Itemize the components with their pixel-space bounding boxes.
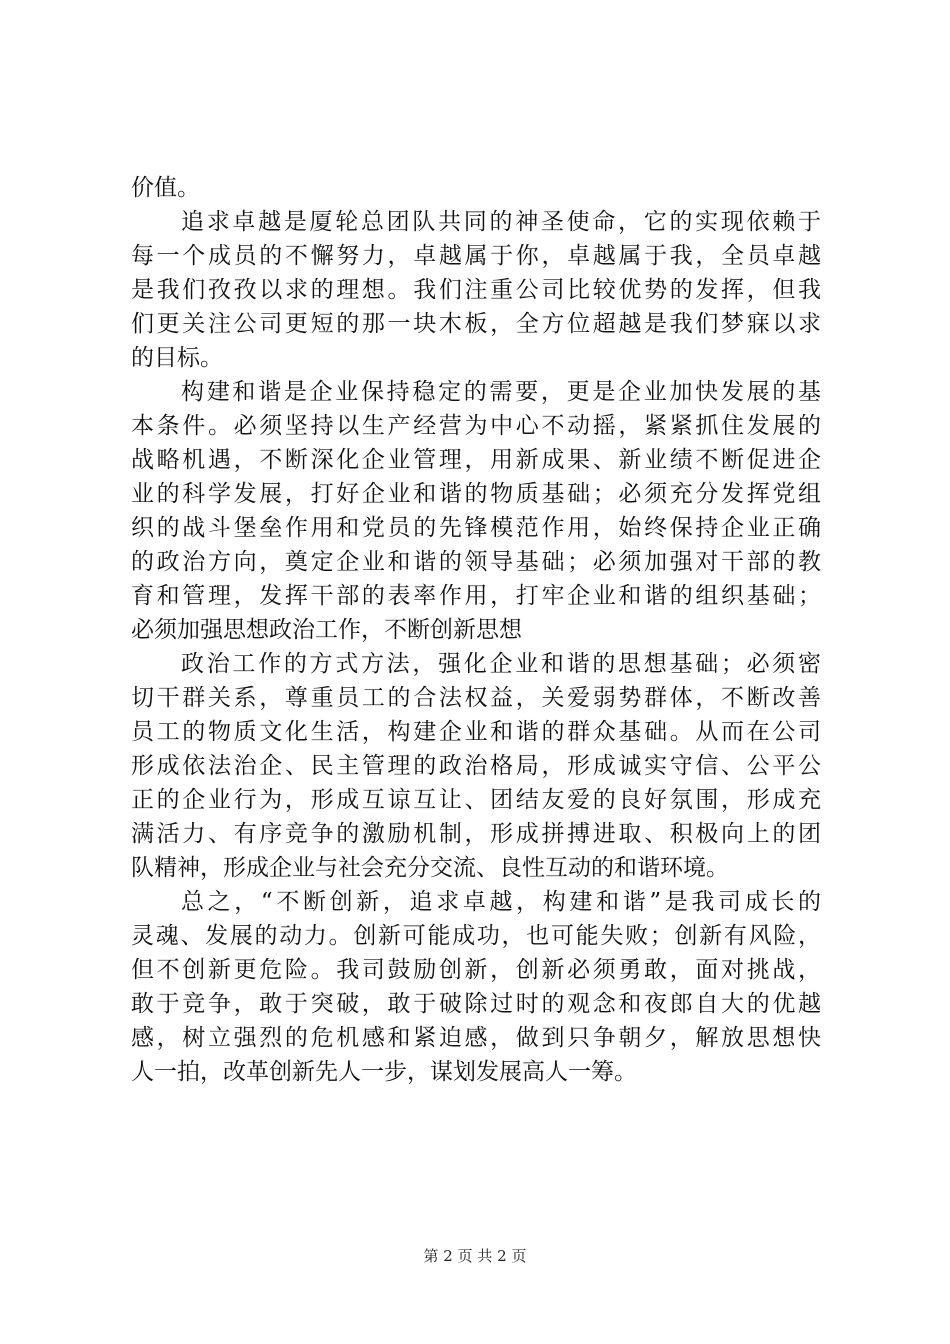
text-line: 本条件。必须坚持以生产经营为中心不动摇，紧紧抓住发展的 [131,413,821,439]
text-line: 织的战斗堡垒作用和党员的先锋模范作用，始终保持企业正确 [131,515,821,541]
text-line: 的政治方向，奠定企业和谐的领导基础；必须加强对干部的教 [131,549,821,575]
text-line: 切干群关系，尊重员工的合法权益，关爱弱势群体，不断改善 [131,685,821,711]
text-line: 们更关注公司更短的那一块木板，全方位超越是我们梦寐以求 [131,311,821,337]
text-line: 正的企业行为，形成互谅互让、团结友爱的良好氛围，形成充 [131,787,821,813]
text-line: 必须加强思想政治工作，不断创新思想 [131,617,522,643]
text-line: 感，树立强烈的危机感和紧迫感，做到只争朝夕，解放思想快 [131,1025,821,1051]
text-line: 是我们孜孜以求的理想。我们注重公司比较优势的发挥，但我 [131,277,821,303]
text-line: 每一个成员的不懈努力，卓越属于你，卓越属于我，全员卓越 [131,243,821,269]
page-footer: 第 2 页 共 2 页 [423,1247,527,1265]
text-line: 追求卓越是厦轮总团队共同的神圣使命，它的实现依赖于 [181,209,821,235]
document-body [131,171,821,1089]
text-line: 人一拍，改革创新先人一步，谋划发展高人一筹。 [131,1059,637,1085]
text-line: 员工的物质文化生活，构建企业和谐的群众基础。从而在公司 [131,719,821,745]
text-line: 但不创新更危险。我司鼓励创新，创新必须勇敢，面对挑战， [131,957,821,983]
text-line: 满活力、有序竞争的激励机制，形成拼搏进取、积极向上的团 [131,821,821,847]
text-line: 业的科学发展，打好企业和谐的物质基础；必须充分发挥党组 [131,481,821,507]
text-line: 价值。 [131,175,200,201]
text-line: 构建和谐是企业保持稳定的需要，更是企业加快发展的基 [181,379,821,405]
text-line: 敢于竞争，敢于突破，敢于破除过时的观念和夜郎自大的优越 [131,991,821,1017]
text-line: 育和管理，发挥干部的表率作用，打牢企业和谐的组织基础； [131,583,821,609]
text-line: 灵魂、发展的动力。创新可能成功，也可能失败；创新有风险， [131,923,821,949]
text-line: 总之，“不断创新，追求卓越，构建和谐”是我司成长的 [181,889,821,915]
text-line: 形成依法治企、民主管理的政治格局，形成诚实守信、公平公 [131,753,821,779]
text-line: 的目标。 [131,345,223,371]
text-line: 队精神，形成企业与社会充分交流、良性互动的和谐环境。 [131,855,729,881]
text-line: 政治工作的方式方法，强化企业和谐的思想基础；必须密 [181,651,821,677]
text-line: 战略机遇，不断深化企业管理，用新成果、新业绩不断促进企 [131,447,821,473]
